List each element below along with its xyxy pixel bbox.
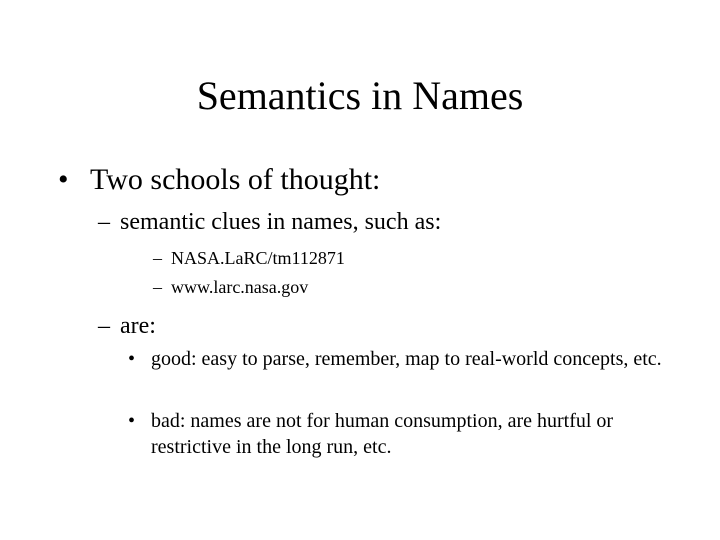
main-bullet [58,160,380,200]
example-text: www.larc.nasa.gov [171,277,309,297]
dash-icon: – [98,313,110,339]
example-text: NASA.LaRC/tm112871 [171,248,345,268]
bullet-dot-icon: • [128,410,136,432]
example-item [153,246,345,270]
point-bad [128,408,688,460]
dash-icon: – [153,248,162,268]
sub-item-semantic-clues [98,206,441,238]
sub-item-are [98,310,156,342]
dash-icon: – [98,209,110,235]
sub-item-text: are: [120,313,156,339]
point-good [128,346,688,372]
slide-title: Semantics in Names [196,73,524,118]
point-text: bad: names are not for human consumption, are hurtful or restrictive in the long run, etc. [151,410,614,458]
example-item [153,275,308,299]
point-text: good: easy to parse, remember, map to real-world concepts, etc. [151,348,662,370]
bullet-dot-icon: • [58,163,69,196]
sub-item-text: semantic clues in names, such as: [120,209,442,235]
bullet-dot-icon: • [128,348,136,370]
dash-icon: – [153,277,162,297]
main-bullet-text: Two schools of thought: [90,163,381,196]
